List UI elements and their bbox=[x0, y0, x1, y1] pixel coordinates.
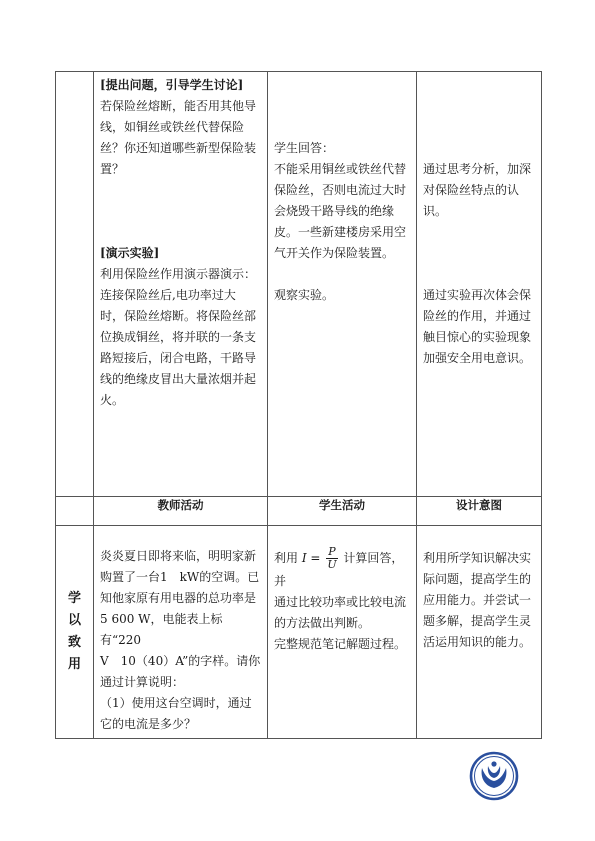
text-line: 观察实验。 bbox=[274, 288, 335, 302]
publisher-logo-icon bbox=[469, 751, 519, 801]
text-line: 应用能力。并尝试一 bbox=[423, 593, 532, 607]
text-line: 购置了一台1 kW的空调。已 bbox=[100, 570, 260, 584]
side-label-char: 学 bbox=[67, 591, 81, 606]
header-student-activity: 学生活动 bbox=[268, 497, 417, 526]
text-line: 皮。一些新建楼房采用空 bbox=[274, 225, 407, 239]
text-line: 时，保险丝熔断。将保险丝部 bbox=[100, 309, 257, 323]
text-line: 线，如铜丝或铁丝代替保险 bbox=[100, 120, 245, 134]
text-line: 利用所学知识解决实 bbox=[423, 551, 532, 565]
side-label-cell bbox=[56, 526, 94, 739]
text-line: 通过实验再次体会保 bbox=[423, 288, 532, 302]
design-intent-cell bbox=[417, 72, 542, 497]
side-label-char: 致 bbox=[67, 635, 81, 650]
side-label-char: 用 bbox=[67, 657, 81, 672]
text-line: 加强安全用电意识。 bbox=[423, 351, 532, 365]
teacher-activity-cell bbox=[94, 72, 268, 497]
text-line: （1）使用这台空调时，通过 bbox=[100, 696, 252, 710]
text-line: 火。 bbox=[100, 393, 125, 407]
formula-equals: = bbox=[310, 551, 321, 565]
teacher-activity-cell bbox=[94, 526, 268, 739]
table-header-row bbox=[56, 497, 542, 526]
text-line: 连接保险丝后,电功率过大 bbox=[100, 288, 236, 302]
text-line: 路短接后，闭合电路，干路导 bbox=[100, 351, 257, 365]
side-label-cell-empty bbox=[56, 72, 94, 497]
text-line: 知他家原有用电器的总功率是 bbox=[100, 591, 257, 605]
text-line: 保险丝，否则电流过大时 bbox=[274, 183, 407, 197]
text-line: 学生回答： bbox=[274, 141, 335, 155]
header-teacher-activity: 教师活动 bbox=[94, 497, 268, 526]
text-line: 通过比较功率或比较电流 bbox=[274, 595, 407, 609]
text-line: V 10（40）A”的字样。请你 bbox=[100, 654, 261, 668]
fraction-denominator: U bbox=[327, 558, 337, 571]
text-line: 它的电流是多少？ bbox=[100, 717, 197, 731]
formula-line: 利用 I = $\frac{P}{U}$ 计算回答，并 bbox=[274, 545, 404, 588]
text-line: 会烧毁干路导线的绝缘 bbox=[274, 204, 395, 218]
text-line: 气开关作为保险装置。 bbox=[274, 246, 395, 260]
student-activity-cell bbox=[268, 526, 417, 739]
text-line: 题多解，提高学生灵 bbox=[423, 614, 532, 628]
text-line: 丝？你还知道哪些新型保险装 bbox=[100, 141, 257, 155]
text-line: 对保险丝特点的认 bbox=[423, 183, 520, 197]
text-line: 5 600 W，电能表上标有“220 bbox=[100, 612, 223, 647]
text-line: 置？ bbox=[100, 162, 125, 176]
table-row-application bbox=[56, 526, 542, 739]
design-intent-cell bbox=[417, 526, 542, 739]
text-line: 若保险丝熔断，能否用其他导 bbox=[100, 99, 257, 113]
text-line: 完整规范笔记解题过程。 bbox=[274, 637, 407, 651]
text-line: 利用保险丝作用演示器演示： bbox=[100, 267, 257, 281]
lesson-plan-table bbox=[55, 71, 542, 739]
text-line: 炎炎夏日即将来临，明明家新 bbox=[100, 549, 257, 563]
text-line: 的方法做出判断。 bbox=[274, 616, 371, 630]
text-line: 活运用知识的能力。 bbox=[423, 635, 532, 649]
demo-heading: [演示实验] bbox=[100, 246, 160, 260]
text-line: 位换成铜丝，将并联的一条支 bbox=[100, 330, 257, 344]
text-line: 线的绝缘皮冒出大量浓烟并起 bbox=[100, 372, 257, 386]
header-empty-cell bbox=[56, 497, 94, 526]
text-line: 险丝的作用，并通过 bbox=[423, 309, 532, 323]
text-line: 通过思考分析，加深 bbox=[423, 162, 532, 176]
formula-current-symbol: I bbox=[301, 551, 307, 565]
text-line: 识。 bbox=[423, 204, 448, 218]
text-line: 际问题，提高学生的 bbox=[423, 572, 532, 586]
formula-fraction bbox=[326, 546, 337, 571]
text-line: 不能采用铜丝或铁丝代替 bbox=[274, 162, 407, 176]
header-design-intent: 设计意图 bbox=[417, 497, 542, 526]
discussion-heading: [提出问题，引导学生讨论] bbox=[100, 78, 244, 92]
text-line: 触目惊心的实验现象 bbox=[423, 330, 532, 344]
table-row-discussion bbox=[56, 72, 542, 497]
side-label-char: 以 bbox=[67, 613, 81, 628]
student-activity-cell bbox=[268, 72, 417, 497]
text-line: 通过计算说明： bbox=[100, 675, 185, 689]
fraction-numerator: P bbox=[328, 545, 336, 558]
